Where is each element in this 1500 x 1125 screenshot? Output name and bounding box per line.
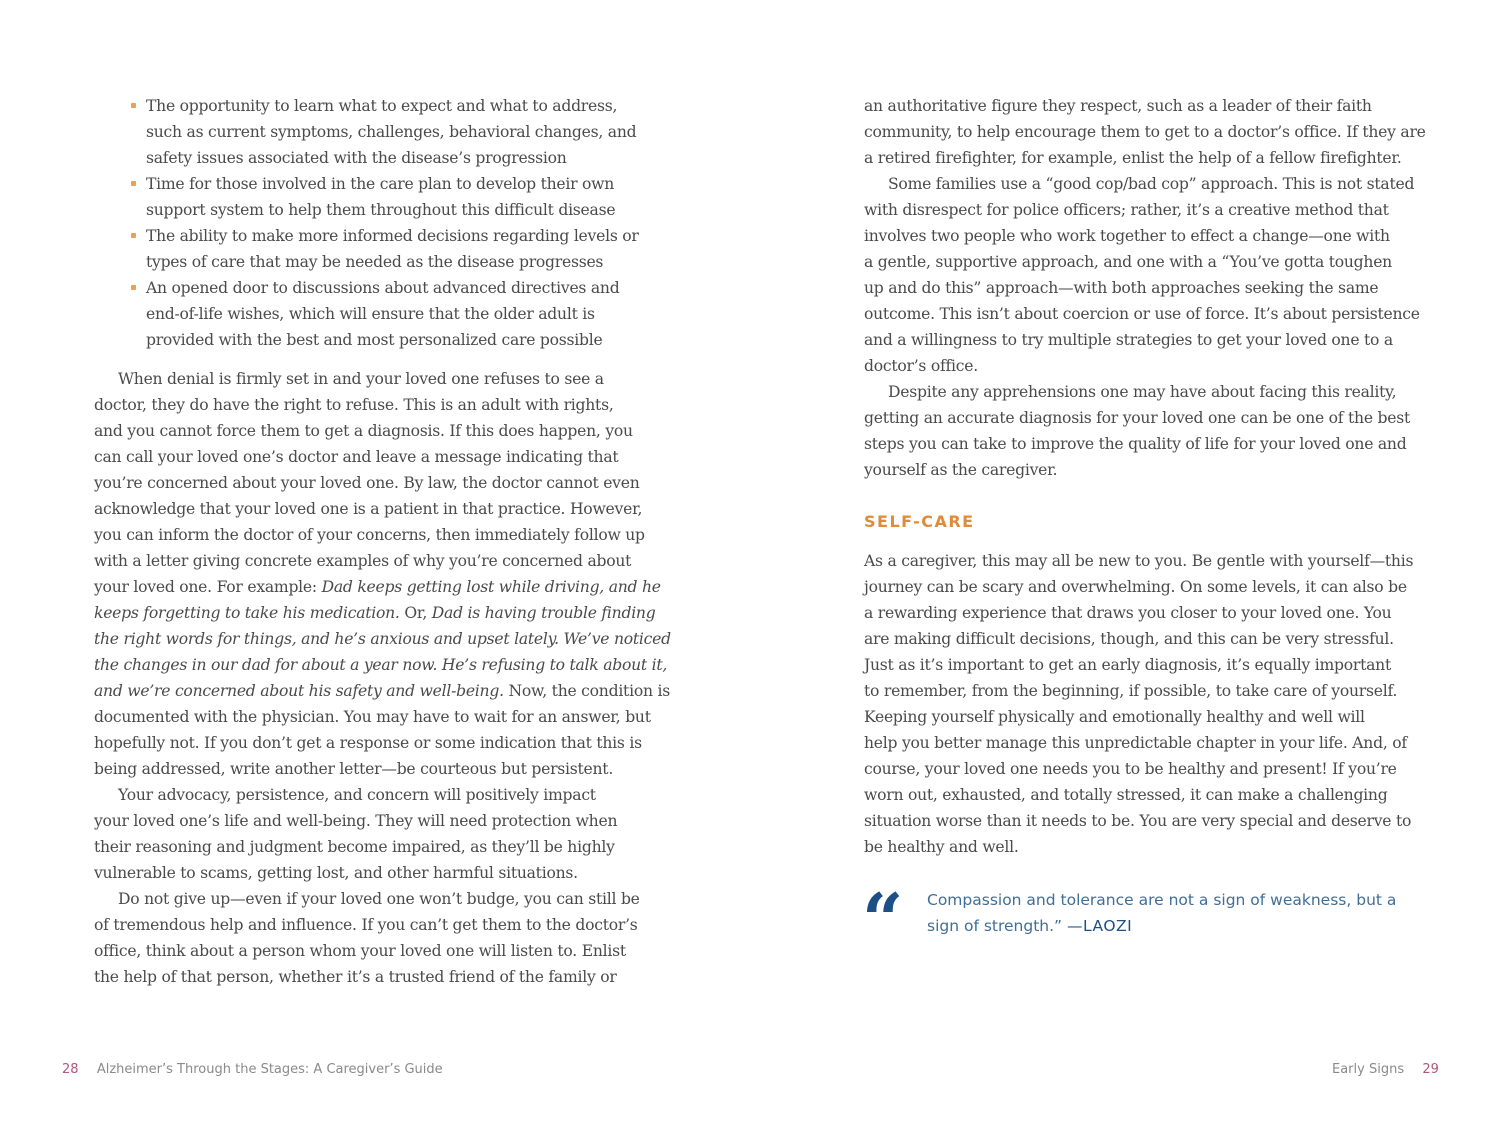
running-head-chapter-title: Early Signs: [1332, 1062, 1405, 1077]
body-line: Your advocacy, persistence, and concern will positively impact: [118, 786, 596, 804]
body-line: community, to help encourage them to get to a doctor’s office. If they are: [864, 123, 1426, 141]
body-line: Just as it’s important to get an early diagnosis, it’s equally important: [864, 656, 1391, 674]
body-line: [94, 629, 671, 649]
body-line: worn out, exhausted, and totally stressed, it can make a challenging: [864, 786, 1388, 804]
body-line: help you better manage this unpredictable chapter in your life. And, of: [864, 734, 1407, 752]
body-line: [94, 603, 655, 623]
example-italic: the right words for things, and he’s anxious and upset lately. We’ve noticed: [94, 630, 671, 648]
body-line: can call your loved one’s doctor and leave a message indicating that: [94, 448, 619, 466]
body-line: outcome. This isn’t about coercion or use of force. It’s about persistence: [864, 305, 1420, 323]
bullet-line: safety issues associated with the disease’s progression: [146, 149, 567, 167]
body-line: acknowledge that your loved one is a patient in that practice. However,: [94, 500, 643, 518]
body-line: situation worse than it needs to be. You are very special and deserve to: [864, 812, 1412, 830]
section-heading: SELF-CARE: [864, 512, 975, 531]
bullet-line: An opened door to discussions about advanced directives and: [146, 279, 620, 297]
left-footer: [62, 1062, 443, 1077]
body-line: doctor, they do have the right to refuse. This is an adult with rights,: [94, 396, 614, 414]
body-line: documented with the physician. You may have to wait for an answer, but: [94, 708, 651, 726]
body-line: Some families use a “good cop/bad cop” approach. This is not stated: [888, 175, 1415, 193]
body-line: up and do this” approach—with both approaches seeking the same: [864, 279, 1379, 297]
bullet-icon: [131, 285, 136, 290]
body-line: a rewarding experience that draws you closer to your loved one. You: [864, 604, 1392, 622]
body-line: course, your loved one needs you to be healthy and present! If you’re: [864, 760, 1397, 778]
example-italic: keeps forgetting to take his medication.: [94, 604, 400, 622]
body-line: a gentle, supportive approach, and one with a “You’ve gotta toughen: [864, 253, 1392, 271]
body-line: you can inform the doctor of your concerns, then immediately follow up: [94, 526, 645, 544]
body-text: Now, the condition is: [503, 682, 670, 700]
example-italic: Dad keeps getting lost while driving, and he: [321, 578, 661, 596]
body-line: vulnerable to scams, getting lost, and other harmful situations.: [94, 864, 578, 882]
body-line: with disrespect for police officers; rather, it’s a creative method that: [864, 201, 1389, 219]
bullet-line: Time for those involved in the care plan to develop their own: [146, 175, 615, 193]
body-line: doctor’s office.: [864, 357, 978, 375]
bullet-line: The opportunity to learn what to expect and what to address,: [146, 97, 618, 115]
body-line: be healthy and well.: [864, 838, 1019, 856]
body-text: Or,: [399, 604, 432, 622]
body-line: to remember, from the beginning, if possible, to take care of yourself.: [864, 682, 1398, 700]
body-line: yourself as the caregiver.: [864, 461, 1058, 479]
quote-text: Compassion and tolerance are not a sign of weakness, but a: [927, 891, 1397, 909]
body-line: getting an accurate diagnosis for your loved one can be one of the best: [864, 409, 1410, 427]
example-italic: Dad is having trouble finding: [431, 604, 656, 622]
body-line: and a willingness to try multiple strategies to get your loved one to a: [864, 331, 1393, 349]
bullet-line: such as current symptoms, challenges, behavioral changes, and: [146, 123, 637, 141]
body-line: an authoritative figure they respect, such as a leader of their faith: [864, 97, 1372, 115]
quote-mark-icon: “: [862, 877, 904, 962]
quote-text-end: sign of strength.”: [927, 917, 1068, 935]
body-line: a retired firefighter, for example, enlist the help of a fellow firefighter.: [864, 149, 1402, 167]
example-italic: and we’re concerned about his safety and well-being.: [94, 682, 504, 700]
body-line: [94, 577, 661, 597]
bullet-icon: [131, 181, 136, 186]
body-line: are making difficult decisions, though, and this can be very stressful.: [864, 630, 1394, 648]
body-line: with a letter giving concrete examples of why you’re concerned about: [94, 552, 632, 570]
bullet-line: support system to help them throughout this difficult disease: [146, 201, 616, 219]
body-line: Despite any apprehensions one may have about facing this reality,: [888, 383, 1397, 401]
page-number: 29: [1422, 1062, 1439, 1077]
body-line: of tremendous help and influence. If you can’t get them to the doctor’s: [94, 916, 638, 934]
body-line: their reasoning and judgment become impaired, as they’ll be highly: [94, 838, 615, 856]
bullet-line: provided with the best and most personalized care possible: [146, 331, 603, 349]
body-line: Keeping yourself physically and emotionally healthy and well will: [864, 708, 1365, 726]
body-line: hopefully not. If you don’t get a response or some indication that this is: [94, 734, 642, 752]
body-line: When denial is firmly set in and your loved one refuses to see a: [118, 370, 604, 388]
right-page: [750, 0, 1500, 1125]
quote-text: [927, 916, 1132, 936]
bullet-icon: [131, 103, 136, 108]
page-number: 28: [62, 1062, 79, 1077]
body-line: [94, 655, 667, 675]
body-line: journey can be scary and overwhelming. On some levels, it can also be: [864, 578, 1407, 596]
body-line: involves two people who work together to effect a change—one with: [864, 227, 1390, 245]
body-line: office, think about a person whom your loved one will listen to. Enlist: [94, 942, 626, 960]
body-line: being addressed, write another letter—be courteous but persistent.: [94, 760, 614, 778]
body-line: As a caregiver, this may all be new to you. Be gentle with yourself—this: [864, 552, 1414, 570]
running-head-book-title: Alzheimer’s Through the Stages: A Caregiver’s Guide: [96, 1062, 443, 1077]
body-line: steps you can take to improve the quality of life for your loved one and: [864, 435, 1407, 453]
bullet-line: The ability to make more informed decisions regarding levels or: [146, 227, 639, 245]
body-line: Do not give up—even if your loved one won’t budge, you can still be: [118, 890, 640, 908]
body-text: your loved one. For example:: [94, 578, 322, 596]
body-line: your loved one’s life and well-being. They will need protection when: [94, 812, 618, 830]
body-line: [94, 681, 670, 701]
body-line: and you cannot force them to get a diagnosis. If this does happen, you: [94, 422, 633, 440]
right-footer: [1332, 1062, 1439, 1077]
bullet-line: types of care that may be needed as the disease progresses: [146, 253, 604, 271]
body-line: the help of that person, whether it’s a trusted friend of the family or: [94, 968, 617, 986]
example-italic: the changes in our dad for about a year now. He’s refusing to talk about it,: [94, 656, 668, 674]
bullet-line: end-of-life wishes, which will ensure that the older adult is: [146, 305, 595, 323]
quote-author: —LAOZI: [1067, 917, 1133, 935]
body-line: you’re concerned about your loved one. By law, the doctor cannot even: [94, 474, 640, 492]
bullet-icon: [131, 233, 136, 238]
